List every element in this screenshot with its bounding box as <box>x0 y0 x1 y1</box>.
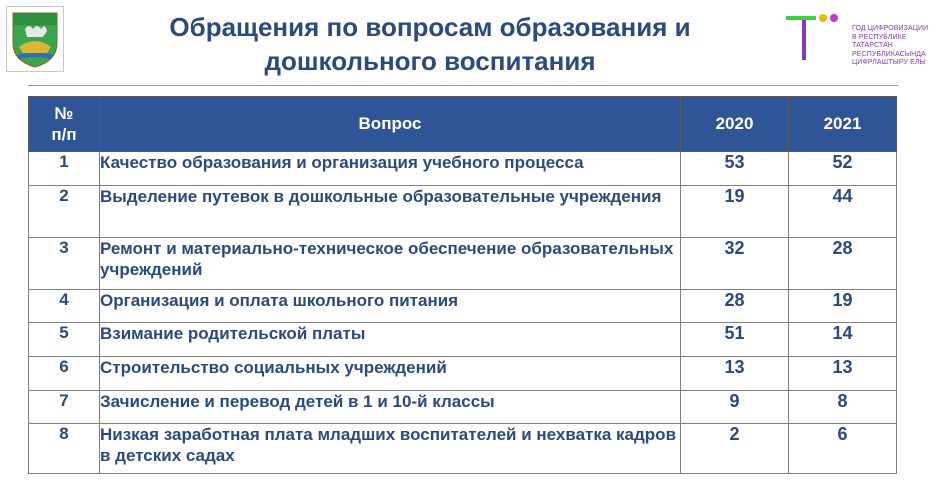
row-value-2020: 19 <box>681 186 789 238</box>
logo-tagline-line: ТАТАРСТАН <box>852 42 893 49</box>
table-row <box>29 290 897 323</box>
table-row <box>29 357 897 391</box>
row-value-2021: 8 <box>789 391 897 424</box>
row-value-2021: 6 <box>789 424 897 474</box>
column-header-number-line-2: п/п <box>51 125 77 144</box>
header-divider <box>28 85 898 86</box>
row-value-2021: 19 <box>789 290 897 323</box>
row-value-2020: 51 <box>681 323 789 357</box>
logo-tagline-line: РЕСПУБЛИКАСЫНДА <box>852 50 926 58</box>
logo-tagline-line: В РЕСПУБЛИКЕ <box>852 33 907 41</box>
column-header-2021: 2021 <box>789 97 897 152</box>
row-value-2020: 53 <box>681 152 789 186</box>
row-number: 3 <box>29 238 100 290</box>
row-number: 7 <box>29 391 100 424</box>
row-value-2021: 14 <box>789 323 897 357</box>
row-number: 6 <box>29 357 100 391</box>
page-title <box>80 10 780 78</box>
row-question: Строительство социальных учреждений <box>100 357 681 391</box>
column-header-question: Вопрос <box>100 97 681 152</box>
table-row <box>29 152 897 186</box>
row-question: Выделение путевок в дошкольные образовательные учреждения <box>100 186 681 238</box>
table-row <box>29 186 897 238</box>
row-value-2020: 9 <box>681 391 789 424</box>
logo-tagline <box>852 25 944 68</box>
column-header-2020: 2020 <box>681 97 789 152</box>
table-header-row <box>29 97 897 152</box>
digitalization-year-logo <box>784 10 944 70</box>
row-question: Организация и оплата школьного питания <box>100 290 681 323</box>
row-value-2020: 28 <box>681 290 789 323</box>
column-header-number <box>29 97 100 152</box>
row-number: 1 <box>29 152 100 186</box>
table-row <box>29 238 897 290</box>
row-value-2020: 13 <box>681 357 789 391</box>
row-value-2021: 13 <box>789 357 897 391</box>
row-value-2021: 52 <box>789 152 897 186</box>
row-value-2021: 28 <box>789 238 897 290</box>
row-question: Зачисление и перевод детей в 1 и 10-й классы <box>100 391 681 424</box>
row-question: Ремонт и материально-техническое обеспечение образовательных учреждений <box>100 238 681 290</box>
row-question: Качество образования и организация учебного процесса <box>100 152 681 186</box>
row-number: 8 <box>29 424 100 474</box>
row-question: Низкая заработная плата младших воспитателей и нехватка кадров в детских садах <box>100 424 681 474</box>
table-row <box>29 424 897 474</box>
logo-tagline-line: ГОД ЦИФРОВИЗАЦИИ <box>852 25 929 32</box>
appeals-table <box>28 96 897 474</box>
logo-tagline-line: ЦИФРЛАШТЫРУ ЕЛЫ <box>852 59 926 66</box>
table-row <box>29 323 897 357</box>
column-header-number-line-1: № <box>54 104 74 123</box>
row-value-2020: 2 <box>681 424 789 474</box>
row-question: Взимание родительской платы <box>100 323 681 357</box>
row-value-2021: 44 <box>789 186 897 238</box>
table-row <box>29 391 897 424</box>
page-title-line-1: Обращения по вопросам образования и <box>169 12 691 42</box>
page-title-line-2: дошкольного воспитания <box>264 46 596 76</box>
row-number: 4 <box>29 290 100 323</box>
city-coat-of-arms-icon <box>6 6 64 72</box>
row-value-2020: 32 <box>681 238 789 290</box>
row-number: 2 <box>29 186 100 238</box>
row-number: 5 <box>29 323 100 357</box>
